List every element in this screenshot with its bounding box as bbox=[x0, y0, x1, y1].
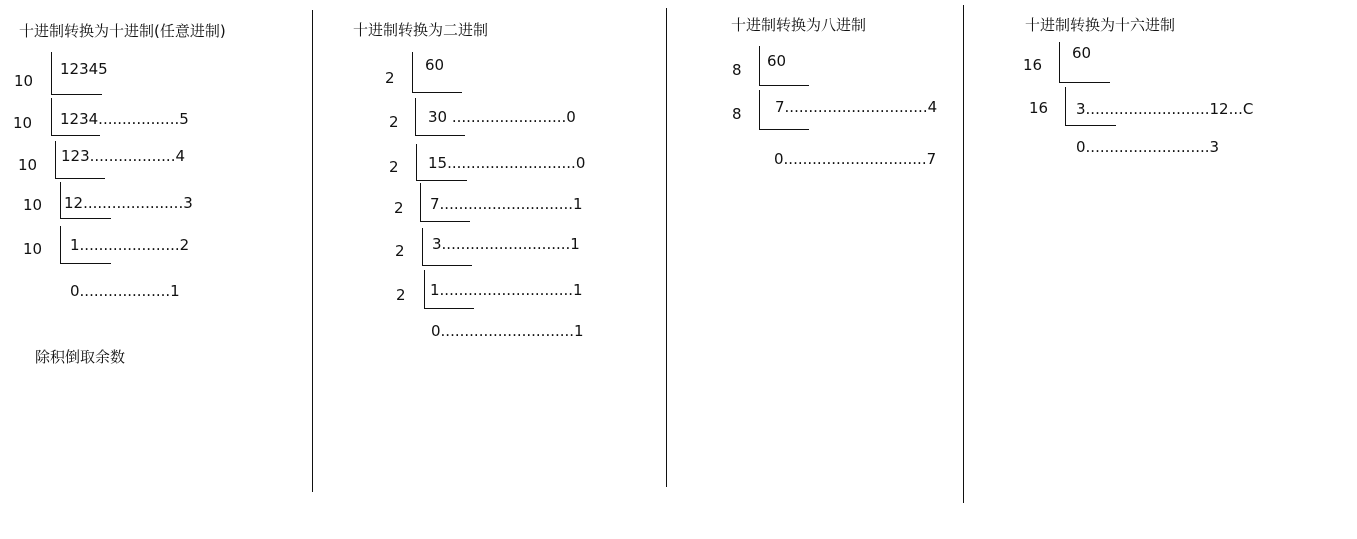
division-bracket-horizontal bbox=[759, 129, 809, 130]
quotient-remainder-row: 1234.................5 bbox=[60, 110, 189, 128]
division-bracket-horizontal bbox=[60, 218, 111, 219]
quotient-remainder-row: 7............................1 bbox=[430, 195, 583, 213]
division-bracket-vertical bbox=[424, 270, 425, 308]
divisor: 2 bbox=[389, 158, 399, 176]
division-bracket-horizontal bbox=[60, 263, 111, 264]
division-bracket-horizontal bbox=[51, 135, 100, 136]
final-quotient-row: 0............................1 bbox=[431, 322, 584, 340]
quotient-remainder-row: 123..................4 bbox=[61, 147, 185, 165]
quotient-remainder-row: 3...........................1 bbox=[432, 235, 580, 253]
division-bracket-horizontal bbox=[415, 135, 465, 136]
division-bracket-vertical bbox=[759, 90, 760, 129]
division-bracket-vertical bbox=[51, 52, 52, 94]
quotient-remainder-row: 3..........................12...C bbox=[1076, 100, 1254, 118]
division-bracket-vertical bbox=[420, 183, 421, 221]
dividend: 60 bbox=[767, 52, 787, 70]
divisor: 10 bbox=[23, 240, 43, 258]
division-bracket-horizontal bbox=[420, 221, 470, 222]
division-bracket-horizontal bbox=[412, 92, 462, 93]
division-bracket-vertical bbox=[60, 226, 61, 263]
division-bracket-vertical bbox=[759, 46, 760, 85]
division-bracket-vertical bbox=[412, 52, 413, 92]
quotient-remainder-row: 1............................1 bbox=[430, 281, 583, 299]
divisor: 10 bbox=[18, 156, 38, 174]
divisor: 10 bbox=[13, 114, 33, 132]
divisor: 2 bbox=[385, 69, 395, 87]
division-bracket-horizontal bbox=[422, 265, 472, 266]
division-bracket-horizontal bbox=[1065, 125, 1116, 126]
division-bracket-vertical bbox=[51, 98, 52, 135]
quotient-remainder-row: 30 ........................0 bbox=[428, 108, 576, 126]
panel-title: 十进制转换为二进制 bbox=[353, 21, 489, 39]
division-bracket-horizontal bbox=[416, 180, 467, 181]
dividend: 12345 bbox=[60, 60, 108, 78]
panel-title: 十进制转换为十进制(任意进制) bbox=[19, 22, 226, 40]
column-divider-1 bbox=[312, 10, 313, 492]
divisor: 2 bbox=[395, 242, 405, 260]
division-bracket-vertical bbox=[60, 182, 61, 218]
division-bracket-vertical bbox=[55, 141, 56, 178]
divisor: 16 bbox=[1029, 99, 1049, 117]
dividend: 60 bbox=[1072, 44, 1092, 62]
divisor: 2 bbox=[394, 199, 404, 217]
final-quotient-row: 0..........................3 bbox=[1076, 138, 1220, 156]
division-bracket-vertical bbox=[415, 98, 416, 135]
divisor: 2 bbox=[389, 113, 399, 131]
division-bracket-horizontal bbox=[759, 85, 809, 86]
divisor: 8 bbox=[732, 61, 742, 79]
divisor: 2 bbox=[396, 286, 406, 304]
divisor: 10 bbox=[14, 72, 34, 90]
division-bracket-horizontal bbox=[55, 178, 105, 179]
column-divider-3 bbox=[963, 5, 964, 503]
division-bracket-horizontal bbox=[51, 94, 102, 95]
division-bracket-horizontal bbox=[424, 308, 474, 309]
divisor: 16 bbox=[1023, 56, 1043, 74]
final-quotient-row: 0...................1 bbox=[70, 282, 180, 300]
dividend: 60 bbox=[425, 56, 445, 74]
final-quotient-row: 0..............................7 bbox=[774, 150, 937, 168]
method-note: 除积倒取余数 bbox=[35, 348, 126, 366]
division-bracket-vertical bbox=[1065, 87, 1066, 125]
division-bracket-vertical bbox=[1059, 42, 1060, 82]
quotient-remainder-row: 15...........................0 bbox=[428, 154, 586, 172]
quotient-remainder-row: 1.....................2 bbox=[70, 236, 190, 254]
column-divider-2 bbox=[666, 8, 667, 487]
division-bracket-vertical bbox=[422, 228, 423, 265]
panel-title: 十进制转换为八进制 bbox=[731, 16, 867, 34]
panel-title: 十进制转换为十六进制 bbox=[1025, 16, 1176, 34]
quotient-remainder-row: 7..............................4 bbox=[775, 98, 938, 116]
quotient-remainder-row: 12.....................3 bbox=[64, 194, 193, 212]
divisor: 8 bbox=[732, 105, 742, 123]
division-bracket-horizontal bbox=[1059, 82, 1110, 83]
division-bracket-vertical bbox=[416, 144, 417, 180]
divisor: 10 bbox=[23, 196, 43, 214]
